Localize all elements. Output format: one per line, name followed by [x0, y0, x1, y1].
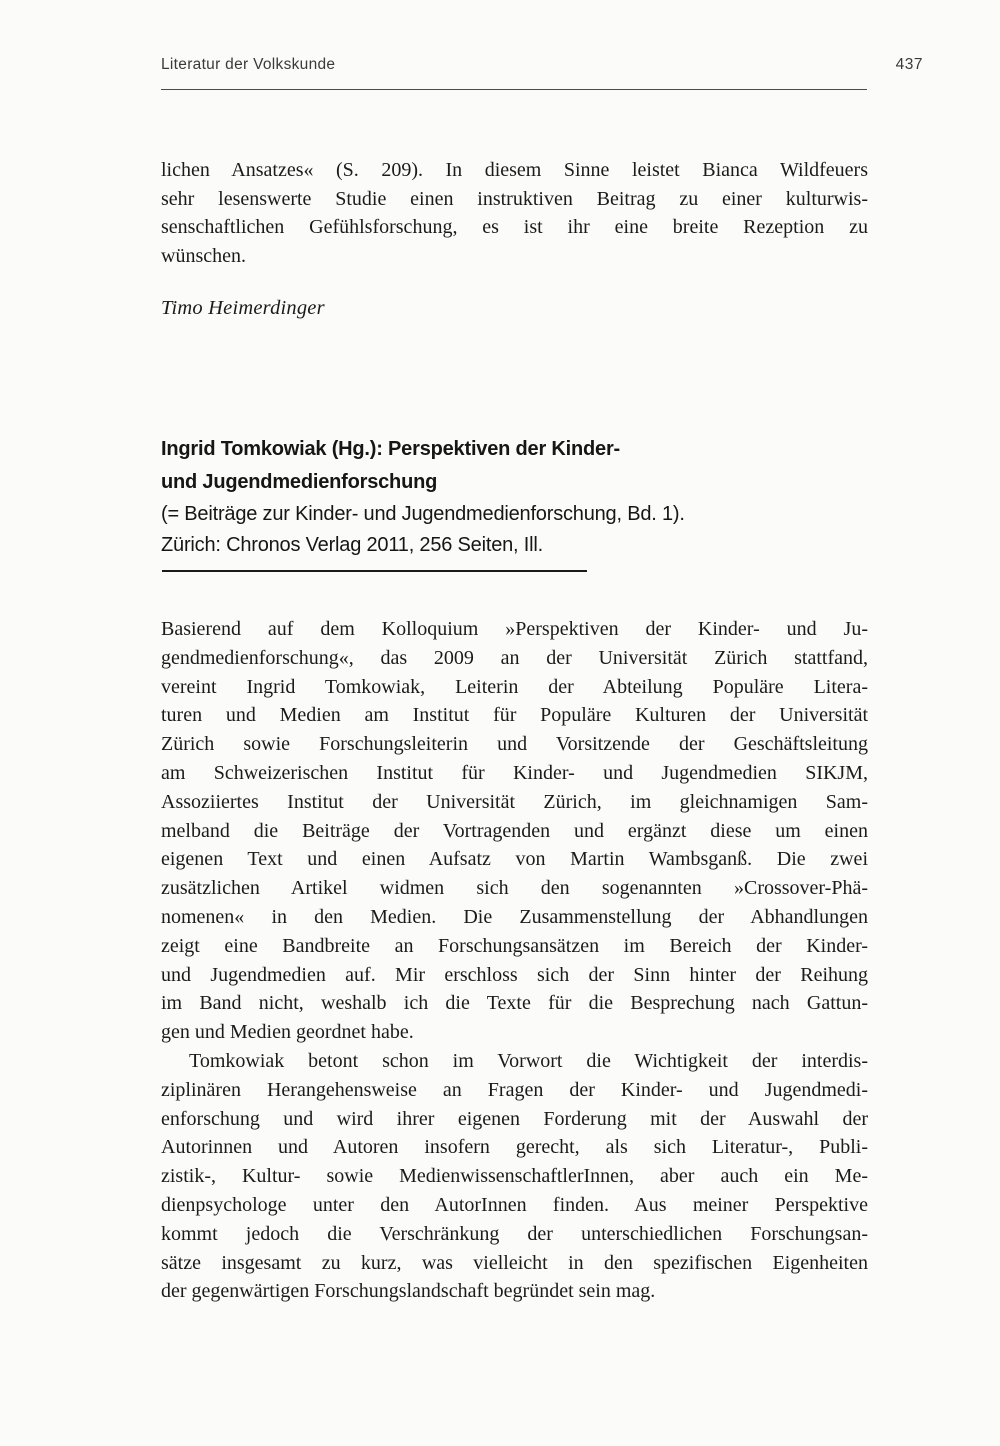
text-line: kommt jedoch die Verschränkung der unterschiedlichen Forschungsan-	[161, 1222, 868, 1245]
text-line: senschaftlichen Gefühlsforschung, es ist ihr eine breite Rezeption zu	[161, 216, 868, 239]
text-line: und Jugendmedien auf. Mir erschloss sich der Sinn hinter der Reihung	[161, 963, 868, 986]
review-body	[161, 615, 868, 1306]
text-line: Assoziiertes Institut der Universität Zürich, im gleichnamigen Sam-	[161, 790, 868, 813]
running-title: Literatur der Volkskunde	[161, 56, 336, 73]
text-line: sätze insgesamt zu kurz, was vielleicht in den spezifischen Eigenheiten	[161, 1251, 868, 1274]
review-title-line: Ingrid Tomkowiak (Hg.): Perspektiven der Kinder-	[161, 438, 620, 460]
text-line: Autorinnen und Autoren insofern gerecht, als sich Literatur-, Publi-	[161, 1136, 868, 1159]
text-line: enforschung und wird ihrer eigenen Forderung mit der Auswahl der	[161, 1107, 868, 1130]
previous-review-end	[161, 156, 868, 270]
text-line: wünschen.	[161, 244, 246, 267]
text-line: zusätzlichen Artikel widmen sich den sogenannten »Crossover-Phä-	[161, 877, 868, 900]
text-line: am Schweizerischen Institut für Kinder- und Jugendmedien SIKJM,	[161, 761, 868, 784]
review-heading	[161, 433, 868, 560]
text-line: nomenen« in den Medien. Die Zusammenstellung der Abhandlungen	[161, 905, 868, 928]
text-line: der gegenwärtigen Forschungslandschaft begründet sein mag.	[161, 1280, 656, 1303]
heading-rule	[162, 570, 587, 572]
page-number: 437	[895, 56, 923, 73]
review-imprint-line: (= Beiträge zur Kinder- und Jugendmedienforschung, Bd. 1).	[161, 503, 685, 525]
text-line: zistik-, Kultur- sowie MedienwissenschaftlerInnen, aber auch ein Me-	[161, 1165, 868, 1188]
text-line: ziplinären Herangehensweise an Fragen der Kinder- und Jugendmedi-	[161, 1078, 868, 1101]
text-line: Basierend auf dem Kolloquium »Perspektiven der Kinder- und Ju-	[161, 618, 868, 640]
text-line: im Band nicht, weshalb ich die Texte für die Besprechung nach Gattun-	[161, 992, 868, 1015]
text-line: melband die Beiträge der Vortragenden und ergänzt diese um einen	[161, 819, 868, 842]
text-line: zeigt eine Bandbreite an Forschungsansätzen im Bereich der Kinder-	[161, 934, 868, 957]
text-line: dienpsychologe unter den AutorInnen finden. Aus meiner Perspektive	[161, 1193, 868, 1216]
review-imprint-line: Zürich: Chronos Verlag 2011, 256 Seiten, Ill.	[161, 533, 543, 556]
text-line: gendmedienforschung«, das 2009 an der Universität Zürich stattfand,	[161, 646, 868, 669]
text-line: lichen Ansatzes« (S. 209). In diesem Sinne leistet Bianca Wildfeuers	[161, 159, 868, 181]
text-line: vereint Ingrid Tomkowiak, Leiterin der Abteilung Populäre Litera-	[161, 675, 868, 698]
text-line: Zürich sowie Forschungsleiterin und Vorsitzende der Geschäftsleitung	[161, 733, 868, 756]
text-line: eigenen Text und einen Aufsatz von Martin Wambsganß. Die zwei	[161, 848, 868, 871]
text-line: turen und Medien am Institut für Populäre Kulturen der Universität	[161, 704, 868, 727]
review-author: Timo Heimerdinger	[161, 297, 325, 319]
header-rule	[161, 89, 867, 90]
text-line: sehr lesenswerte Studie einen instruktiven Beitrag zu einer kulturwis-	[161, 187, 868, 210]
text-line: gen und Medien geordnet habe.	[161, 1021, 414, 1044]
review-title-line: und Jugendmedienforschung	[161, 471, 438, 493]
text-line: Tomkowiak betont schon im Vorwort die Wichtigkeit der interdis-	[189, 1049, 868, 1072]
